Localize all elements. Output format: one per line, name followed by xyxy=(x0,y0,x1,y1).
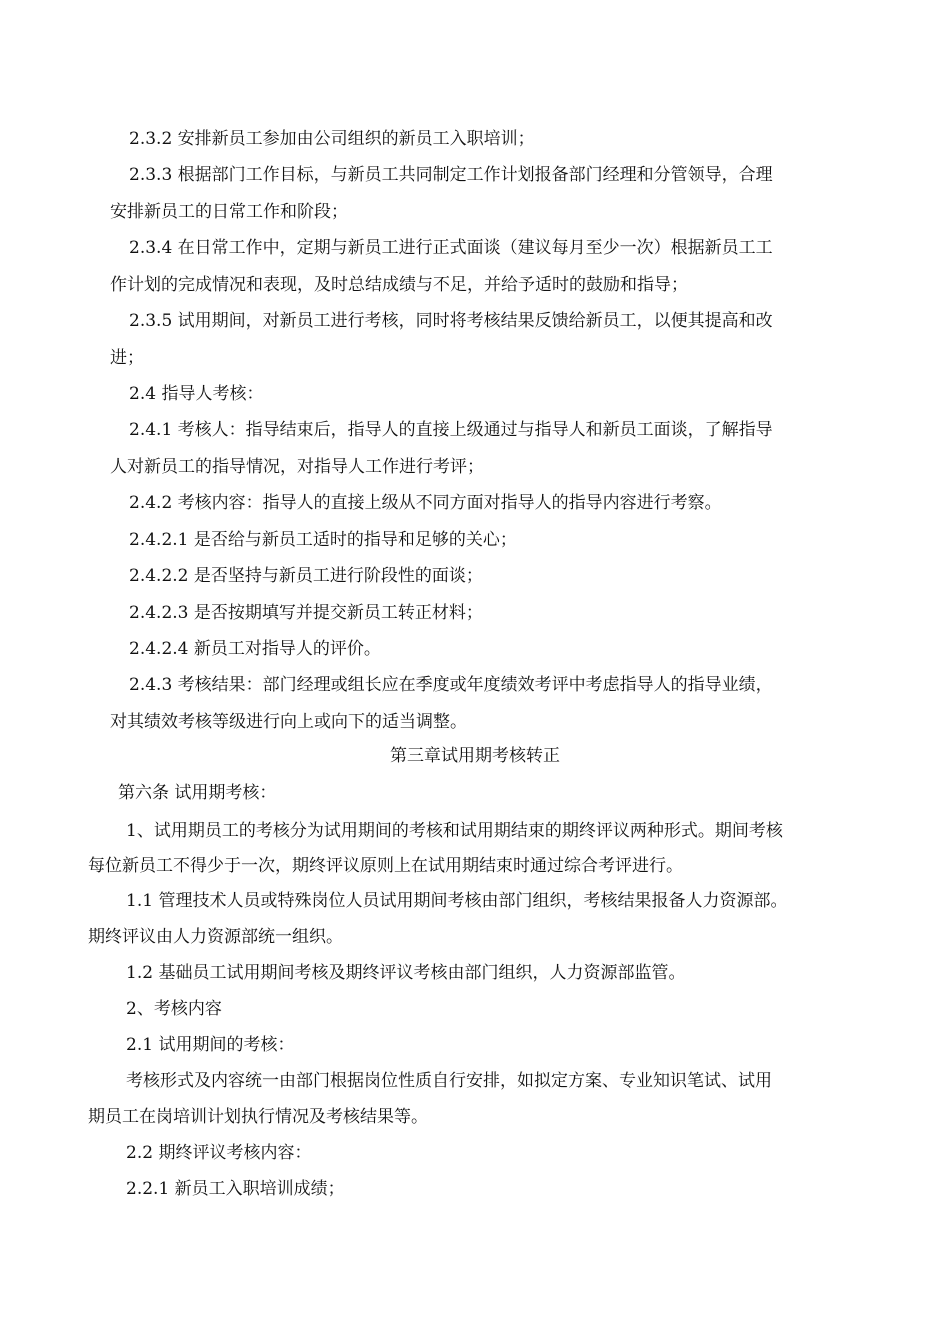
item-2-3-2: 2.3.2 安排新员工参加由公司组织的新员工入职培训； xyxy=(129,129,535,149)
item-2-3-3-line2: 安排新员工的日常工作和阶段； xyxy=(110,202,348,222)
item-2-4-2: 2.4.2 考核内容：指导人的直接上级从不同方面对指导人的指导内容进行考察。 xyxy=(129,493,722,513)
item-2-4-1-line1: 2.4.1 考核人：指导结束后，指导人的直接上级通过与指导人和新员工面谈，了解指导 xyxy=(129,420,773,440)
paragraph-1-line1: 1、试用期员工的考核分为试用期间的考核和试用期结束的期终评议两种形式。期间考核 xyxy=(126,821,783,841)
paragraph-2-1-body-line2: 期员工在岗培训计划执行情况及考核结果等。 xyxy=(88,1107,428,1127)
item-2-3-5-line1: 2.3.5 试用期间，对新员工进行考核，同时将考核结果反馈给新员工，以便其提高和改 xyxy=(129,311,773,331)
item-2-4-2-4: 2.4.2.4 新员工对指导人的评价。 xyxy=(129,639,381,659)
item-2-4-2-2: 2.4.2.2 是否坚持与新员工进行阶段性的面谈； xyxy=(129,566,483,586)
paragraph-2: 2、考核内容 xyxy=(126,999,222,1019)
article-6-heading: 第六条 试用期考核： xyxy=(118,783,277,803)
paragraph-2-1-body-line1: 考核形式及内容统一由部门根据岗位性质自行安排，如拟定方案、专业知识笔试、试用 xyxy=(126,1071,772,1091)
paragraph-1-1-line2: 期终评议由人力资源部统一组织。 xyxy=(88,927,343,947)
item-2-3-3-line1: 2.3.3 根据部门工作目标，与新员工共同制定工作计划报备部门经理和分管领导，合理 xyxy=(129,165,773,185)
paragraph-2-1: 2.1 试用期间的考核： xyxy=(126,1035,295,1055)
item-2-4-1-line2: 人对新员工的指导情况，对指导人工作进行考评； xyxy=(110,457,484,477)
paragraph-2-2: 2.2 期终评议考核内容： xyxy=(126,1143,312,1163)
item-2-4-2-3: 2.4.2.3 是否按期填写并提交新员工转正材料； xyxy=(129,603,483,623)
item-2-4-3-line2: 对其绩效考核等级进行向上或向下的适当调整。 xyxy=(110,712,467,732)
item-2-4-2-1: 2.4.2.1 是否给与新员工适时的指导和足够的关心； xyxy=(129,530,517,550)
item-2-3-5-line2: 进； xyxy=(110,348,144,368)
paragraph-1-line2: 每位新员工不得少于一次，期终评议原则上在试用期结束时通过综合考评进行。 xyxy=(88,856,683,876)
chapter-title: 第三章试用期考核转正 xyxy=(390,746,560,766)
paragraph-2-2-1: 2.2.1 新员工入职培训成绩； xyxy=(126,1179,345,1199)
section-2-4-heading: 2.4 指导人考核： xyxy=(129,384,264,404)
paragraph-1-1-line1: 1.1 管理技术人员或特殊岗位人员试用期间考核由部门组织，考核结果报备人力资源部。 xyxy=(126,891,788,911)
item-2-4-3-line1: 2.4.3 考核结果：部门经理或组长应在季度或年度绩效考评中考虑指导人的指导业绩， xyxy=(129,675,773,695)
item-2-3-4-line1: 2.3.4 在日常工作中，定期与新员工进行正式面谈（建议每月至少一次）根据新员工工 xyxy=(129,238,773,258)
item-2-3-4-line2: 作计划的完成情况和表现，及时总结成绩与不足，并给予适时的鼓励和指导； xyxy=(110,275,688,295)
paragraph-1-2: 1.2 基础员工试用期间考核及期终评议考核由部门组织，人力资源部监管。 xyxy=(126,963,686,983)
